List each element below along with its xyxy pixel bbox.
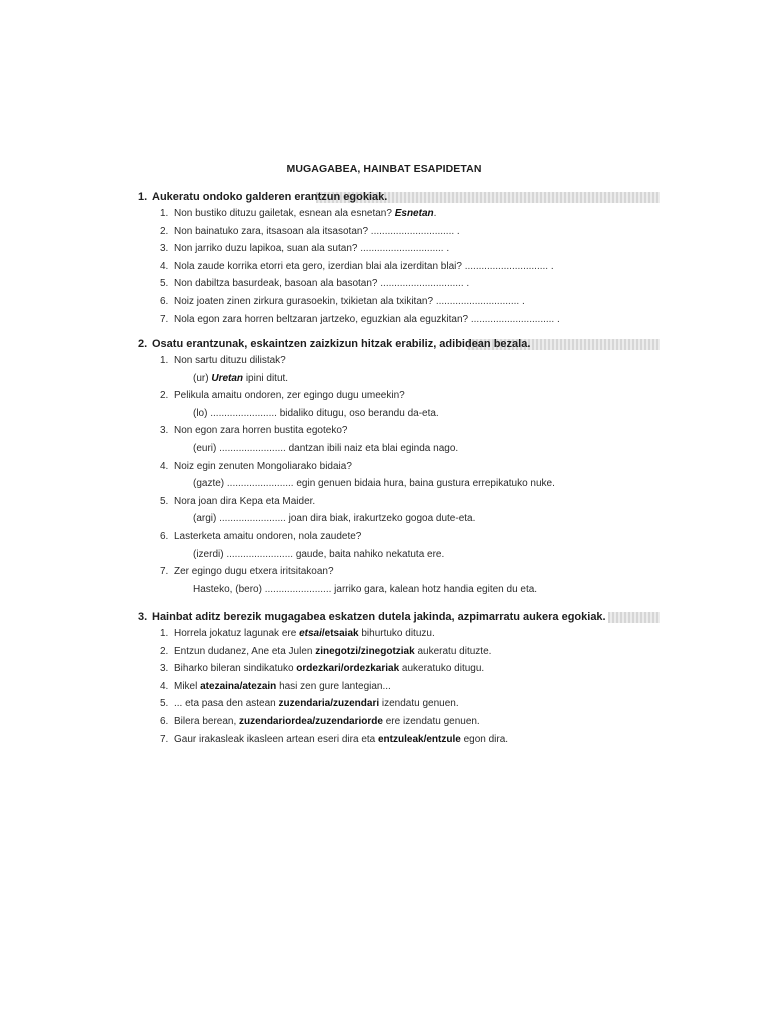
choice-option[interactable]: atezaina/atezain	[200, 680, 277, 692]
answer-line: (lo) ........................ bidaliko ditugu, oso berandu da-eta.	[193, 407, 439, 419]
answer-blank: ........................	[219, 442, 286, 454]
section-1-list	[138, 205, 658, 328]
answer-blank: ........................	[226, 548, 294, 560]
choice-option[interactable]: zinegotzi/zinegotziak	[315, 645, 415, 657]
choice-option[interactable]: etsai/etsaiak	[299, 628, 359, 639]
section-3-heading	[138, 609, 658, 625]
section-2-heading	[138, 336, 658, 352]
answer-blank: ..............................	[470, 313, 555, 325]
list-item: 5. ... eta pasa den astean zuzendaria/zuzendari izendatu genuen.	[160, 698, 459, 710]
section-heading-text: Aukeratu ondoko galderen erantzun egokiak.	[152, 191, 388, 203]
answer-example: Uretan	[211, 372, 244, 384]
choice-option[interactable]: ordezkari/ordezkariak	[296, 663, 400, 675]
list-item: 7. Nola egon zara horren beltzaran jartzeko, eguzkian ala eguzkitan? .............................. .	[160, 313, 560, 325]
answer-blank: ..............................	[435, 295, 520, 307]
question-item: 1. Non sartu dituzu dilistak?	[160, 355, 286, 366]
section-number: 2.	[138, 338, 148, 350]
section-3-list	[138, 625, 658, 748]
list-item: 1. Non bustiko dituzu gailetak, esnean ala esnetan? Esnetan.	[160, 208, 437, 219]
question-item: 3. Non egon zara horren bustita egoteko?	[160, 425, 348, 437]
list-item: 6. Noiz joaten zinen zirkura gurasoekin, txikietan ala txikitan? .............................. .	[160, 295, 525, 307]
answer-blank: ..............................	[370, 225, 455, 237]
answer-line: (ur) Uretan ipini ditut.	[193, 372, 289, 384]
answer-line: (argi) ........................ joan dira biak, irakurtzeko gogoa dute-eta.	[193, 513, 476, 525]
answer-line: (izerdi) ........................ gaude, baita nahiko nekatuta ere.	[193, 548, 445, 560]
answer-blank: ..............................	[464, 260, 549, 272]
answer-line: (gazte) ........................ egin genuen bidaia hura, baina gustura errepikatuko nuke.	[193, 478, 555, 490]
list-item: 1. Horrela jokatuz lagunak ere etsai/etsaiak bihurtuko dituzu.	[160, 628, 435, 639]
question-item: 2. Pelikula amaitu ondoren, zer egingo dugu umeekin?	[160, 390, 405, 402]
question-item: 6. Lasterketa amaitu ondoren, nola zaudete?	[160, 530, 362, 542]
list-item: 2. Entzun dudanez, Ane eta Julen zinegotzi/zinegotziak aukeratu dituzte.	[160, 645, 492, 657]
choice-option[interactable]: zuzendariordea/zuzendariorde	[239, 715, 383, 727]
question-item: 5. Nora joan dira Kepa eta Maider.	[160, 495, 316, 507]
list-item: 3. Non jarriko duzu lapikoa, suan ala sutan? .............................. .	[160, 243, 450, 255]
list-item: 4. Nola zaude korrika etorri eta gero, izerdian blai ala izerditan blai? .............................. .	[160, 260, 554, 272]
answer-blank: ........................	[226, 478, 294, 490]
list-item: 3. Biharko bileran sindikatuko ordezkari/ordezkariak aukeratuko ditugu.	[160, 663, 485, 675]
answer-blank: ........................	[210, 407, 277, 419]
list-item: 4. Mikel atezaina/atezain hasi zen gure lantegian...	[160, 680, 391, 692]
section-heading-text: Osatu erantzunak, eskaintzen zaizkizun hitzak erabiliz, adibidean bezala.	[152, 338, 531, 350]
answer-blank: ........................	[219, 513, 286, 525]
section-3	[138, 609, 658, 748]
heading-shading	[608, 612, 660, 623]
list-item: 6. Bilera berean, zuzendariordea/zuzendariorde ere izendatu genuen.	[160, 715, 480, 727]
section-heading-text: Hainbat aditz berezik mugagabea eskatzen dutela jakinda, azpimarratu aukera egokiak.	[152, 611, 606, 623]
choice-option[interactable]: zuzendaria/zuzendari	[278, 698, 380, 710]
answer-line: Hasteko, (bero) ........................ jarriko gara, kalean hotz handia egiten du eta.	[193, 583, 538, 595]
answer-blank: ........................	[264, 583, 332, 595]
answer-example: Esnetan	[394, 208, 434, 219]
section-number: 3.	[138, 611, 148, 623]
section-1	[138, 189, 658, 328]
list-item: 5. Non dabiltza basurdeak, basoan ala basotan? .............................. .	[160, 278, 470, 290]
question-item: 7. Zer egingo dugu etxera iritsitakoan?	[160, 566, 334, 578]
answer-blank: ..............................	[380, 278, 464, 290]
section-1-heading	[138, 189, 658, 205]
answer-line: (euri) ........................ dantzan ibili naiz eta blai eginda nago.	[193, 442, 459, 454]
question-item: 4. Noiz egin zenuten Mongoliarako bidaia?	[160, 460, 352, 472]
section-2	[138, 336, 658, 598]
answer-blank: ..............................	[360, 243, 444, 255]
page-title: MUGAGABEA, HAINBAT ESAPIDETAN	[286, 163, 482, 175]
choice-option[interactable]: entzuleak/entzule	[378, 733, 461, 745]
section-2-list	[138, 352, 658, 598]
list-item: 7. Gaur irakasleak ikasleen artean eseri dira eta entzuleak/entzule egon dira.	[160, 733, 509, 745]
section-number: 1.	[138, 191, 148, 203]
list-item: 2. Non bainatuko zara, itsasoan ala itsasotan? .............................. .	[160, 225, 460, 237]
